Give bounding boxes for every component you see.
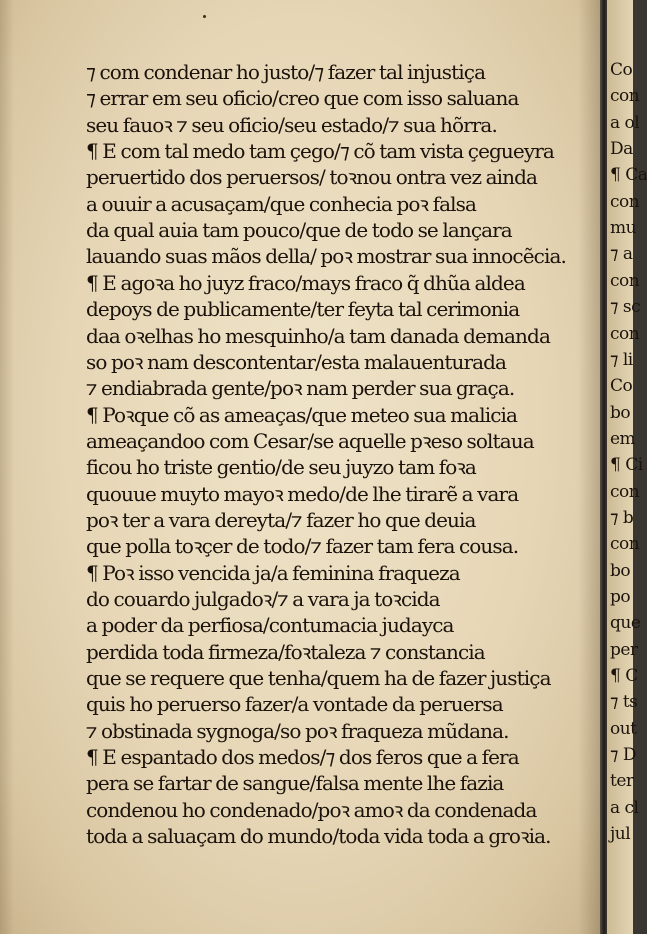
text-line: ¶ E com tal medo tam çego/⁊ cõ tam vista çegueyra xyxy=(86,139,554,164)
text-line: perdida toda firmeza/foꝛtaleza ⁊ constancia xyxy=(86,639,485,664)
facing-page-fragment: ⁊ li xyxy=(610,349,633,370)
text-line: ⁊ endiabrada gente/poꝛ nam perder sua graça. xyxy=(86,376,515,401)
text-line: que se requere que tenha/quem ha de fazer justiça xyxy=(86,666,551,691)
facing-page-fragment: ⁊ a xyxy=(610,244,633,265)
text-line: peruertido dos peruersos/ toꝛnou ontra vez ainda xyxy=(86,165,537,190)
facing-page-fragment: ⁊ b xyxy=(610,507,634,528)
text-line: ⁊ obstinada sygnoga/so poꝛ fraqueza mũdana. xyxy=(86,718,509,743)
facing-page-fragment: con xyxy=(610,191,640,212)
facing-page-fragment: Co xyxy=(610,376,633,397)
facing-page-fragment: em xyxy=(610,428,636,449)
text-line: ¶ E espantado dos medos/⁊ dos feros que a fera xyxy=(86,745,519,770)
facing-page xyxy=(607,0,647,934)
facing-page-fragment: Da xyxy=(610,139,633,160)
facing-page-fragment: ¶ C xyxy=(610,666,638,687)
text-line: ¶ Poꝛque cõ as ameaças/que meteo sua malicia xyxy=(86,402,518,427)
facing-page-fragment: per xyxy=(610,639,638,660)
facing-page-fragment: ¶ Ci xyxy=(610,455,643,476)
facing-page-fragment: con xyxy=(610,86,640,107)
text-line: ¶ E agoꝛa ho juyz fraco/mays fraco q̃ dhũa aldea xyxy=(86,270,525,295)
text-line: depoys de publicamente/ter feyta tal cerimonia xyxy=(86,297,520,322)
facing-page-fragment: con xyxy=(610,323,640,344)
text-line: quis ho peruerso fazer/a vontade da peruersa xyxy=(86,692,503,717)
facing-page-fragment: que xyxy=(610,613,641,634)
facing-page-fragment: po xyxy=(610,587,631,607)
facing-page-fragment: bo xyxy=(610,560,631,581)
text-line: daa oꝛelhas ho mesquinho/a tam danada demanda xyxy=(86,323,550,348)
text-line: ¶ Poꝛ isso vencida ja/a feminina fraqueza xyxy=(86,560,460,585)
text-line: quouue muyto mayoꝛ medo/de lhe tirarẽ a vara xyxy=(86,481,519,506)
facing-page-fragment: jul xyxy=(610,824,631,845)
facing-page-fragment: ter xyxy=(610,771,634,792)
text-line: ameaçandoo com Cesar/se aquelle pꝛeso soltaua xyxy=(86,428,534,453)
facing-page-fragment: bo xyxy=(610,402,631,423)
facing-page-fragment: ¶ Ca xyxy=(610,165,647,186)
text-line: so poꝛ nam descontentar/esta malauenturada xyxy=(86,349,507,374)
text-line: toda a saluaçam do mundo/toda vida toda a groꝛia. xyxy=(86,824,551,849)
text-line: da qual auia tam pouco/que de todo se lançara xyxy=(86,218,512,243)
text-line: a poder da perfiosa/contumacia judayca xyxy=(86,613,454,638)
text-line: ⁊ com condenar ho justo/⁊ fazer tal injustiça xyxy=(86,60,486,84)
text-line: do couardo julgadoꝛ/⁊ a vara ja toꝛcida xyxy=(86,587,440,611)
text-line: poꝛ ter a vara dereyta/⁊ fazer ho que deuia xyxy=(86,507,476,532)
text-line: ⁊ errar em seu oficio/creo que com isso saluana xyxy=(86,86,519,111)
facing-page-fragment: ⁊ sc xyxy=(610,297,641,318)
text-line: a ouuir a acusaçam/que conhecia poꝛ falsa xyxy=(86,191,476,216)
facing-page-fragment: a ol xyxy=(610,112,640,133)
facing-page-fragment: a cl xyxy=(610,797,639,818)
text-line: pera se fartar de sangue/falsa mente lhe fazia xyxy=(86,771,504,796)
facing-page-fragment: ⁊ ts xyxy=(610,692,638,713)
facing-page-fragment: mu xyxy=(610,218,637,239)
facing-page-fragment: con xyxy=(610,270,640,291)
text-line: ficou ho triste gentio/de seu juyzo tam foꝛa xyxy=(86,455,476,480)
facing-page-fragment: ⁊ D xyxy=(610,745,636,766)
facing-page-fragment: con xyxy=(610,481,640,502)
text-line: condenou ho condenado/poꝛ amoꝛ da condenada xyxy=(86,797,537,822)
facing-page-fragment: Co xyxy=(610,60,633,80)
facing-page-fragment: con xyxy=(610,534,640,555)
text-line: lauando suas mãos della/ poꝛ mostrar sua innocẽcia. xyxy=(86,244,566,269)
text-line: seu fauoꝛ ⁊ seu oficio/seu estado/⁊ sua hõrra. xyxy=(86,112,497,137)
facing-page-fragment: out xyxy=(610,718,637,739)
text-line: que polla toꝛçer de todo/⁊ fazer tam fera cousa. xyxy=(86,534,519,559)
